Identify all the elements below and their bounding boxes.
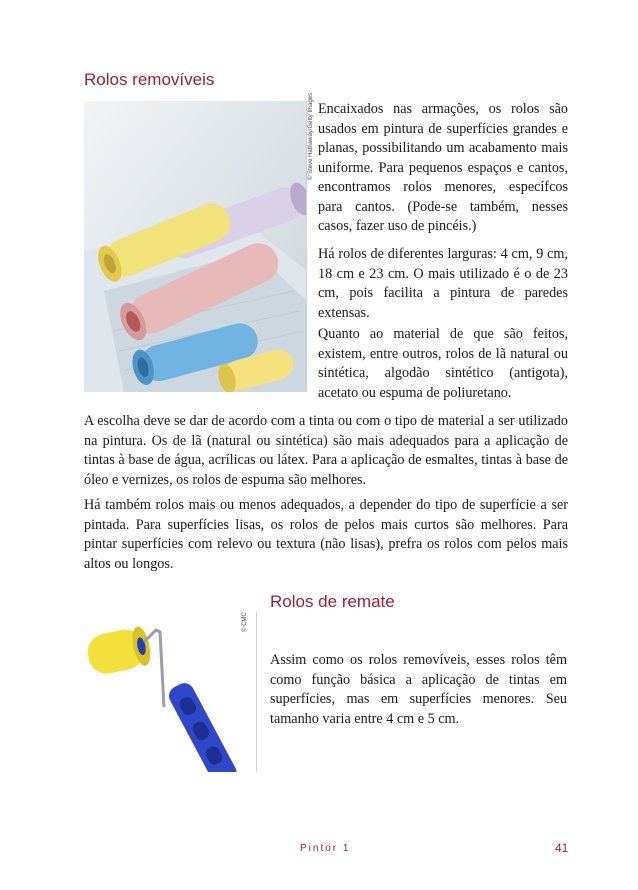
paragraph-escolha: A escolha deve se dar de acordo com a tinta ou com o tipo de material a ser utilizado na pintura. Os de lã (natural ou sintética) são mais adequados para a aplicação de tintas à base de água, acrílicas ou látex. Para a aplicação de esmaltes, tintas à base de óleo e vernizes, os rolos de espuma são melhores. <box>84 413 568 488</box>
trim-roller-photo <box>84 612 256 772</box>
column-divider <box>306 101 307 392</box>
paragraph-encaixados: Encaixados nas armações, os rolos são usados em pintura de superfícies grandes e planas, possibilitando um acabamento mais uniforme. Para pequenos espaços e cantos, encontramos rolos menores, específcos para cantos. (Pode-se também, nesses casos, fazer uso de pincéis.) <box>318 101 568 234</box>
paragraph-superficie: Há também rolos mais ou menos adequados, a depender do tipo de superfície a ser pintada. Para superfícies lisas, os rolos de pelos mais curtos são melhores. Para pintar superfícies com relevo ou textura (não lisas), prefra os rolos com pelos mais altos ou longos. <box>84 497 568 572</box>
paragraph-material: Quanto ao material de que são feitos, existem, entre outros, rolos de lã natural ou sintética, algodão sintético (antigota), acetato ou espuma de poliuretano. <box>318 326 568 401</box>
section-title-rolos-removiveis: Rolos removíveis <box>84 70 215 89</box>
paint-rollers-photo <box>84 101 307 392</box>
paragraph-larguras: Há rolos de diferentes larguras: 4 cm, 9 cm, 18 cm e 23 cm. O mais utilizado é o de 23 cm, pois facilita a pintura de paredes extensas. <box>318 246 568 321</box>
section-title-rolos-de-remate: Rolos de remate <box>270 592 395 611</box>
paint-rollers-illustration <box>84 101 307 392</box>
trim-roller-illustration <box>84 612 256 772</box>
photo-credit: © Steve Hathaway/Getty Images <box>308 92 314 180</box>
page-number: 41 <box>555 841 569 855</box>
paragraph-remate: Assim como os rolos removíveis, esses rolos têm como função básica a aplicação de tintas em superfícies, mas em superfícies menores. Seu tamanho varia entre 4 cm e 5 cm. <box>270 652 567 727</box>
column-divider <box>256 612 257 772</box>
footer-book-title: Pintor 1 <box>300 843 351 854</box>
photo-credit: © CMC <box>242 612 248 632</box>
